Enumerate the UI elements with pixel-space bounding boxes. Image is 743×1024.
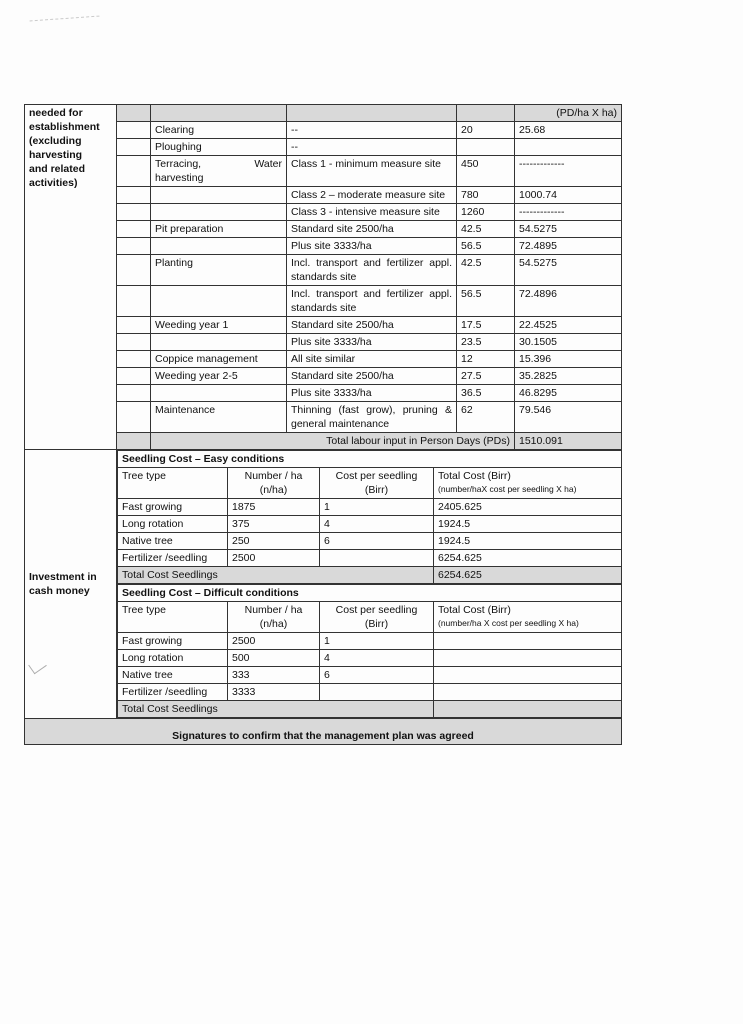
total-cost-cell	[434, 633, 622, 650]
pd-cell: 12	[457, 351, 515, 368]
total-cost-cell	[434, 667, 622, 684]
pd-cell: 450	[457, 156, 515, 187]
site-cell: All site similar	[287, 351, 457, 368]
labour-label-line: establishment	[29, 121, 100, 133]
activity-cell	[151, 187, 287, 204]
labour-header-row	[25, 105, 622, 122]
difficult-header-row	[118, 602, 622, 633]
cost-header	[320, 602, 434, 633]
number-header-l2: (n/ha)	[259, 618, 288, 630]
cost-cell: 1	[320, 499, 434, 516]
investment-label-line: Investment in	[29, 571, 97, 583]
total-seedlings-value	[434, 701, 622, 718]
site-cell: Class 2 – moderate measure site	[287, 187, 457, 204]
total-cost-header-l1: Total Cost (Birr)	[438, 604, 511, 616]
easy-seedling-table	[117, 450, 622, 584]
seedling-row	[118, 533, 622, 550]
cost-cell: 1	[320, 633, 434, 650]
pd-cell: 62	[457, 402, 515, 433]
activity-cell: Weeding year 1	[151, 317, 287, 334]
site-cell: --	[287, 122, 457, 139]
labour-label-line: needed for	[29, 107, 83, 119]
total-pd-cell	[515, 139, 622, 156]
pd-cell: 17.5	[457, 317, 515, 334]
labour-label-line: activities)	[29, 177, 78, 189]
easy-total-row	[118, 567, 622, 584]
total-cost-header	[434, 468, 622, 499]
activity-cell: Weeding year 2-5	[151, 368, 287, 385]
cost-cell: 6	[320, 667, 434, 684]
site-cell: Class 1 - minimum measure site	[287, 156, 457, 187]
site-cell: Plus site 3333/ha	[287, 334, 457, 351]
number-cell: 1875	[228, 499, 320, 516]
number-cell: 250	[228, 533, 320, 550]
easy-header-row	[118, 468, 622, 499]
activity-cell	[151, 238, 287, 255]
activity-cell: Planting	[151, 255, 287, 286]
total-pd-cell: 30.1505	[515, 334, 622, 351]
cost-header-l1: Cost per seedling	[335, 604, 418, 616]
total-pd-cell: 35.2825	[515, 368, 622, 385]
site-cell: Incl. transport and fertilizer appl. standards site	[287, 286, 457, 317]
unit-header: (PD/ha X ha)	[515, 105, 622, 122]
seedling-row	[118, 633, 622, 650]
investment-row	[25, 450, 622, 719]
activity-cell	[151, 385, 287, 402]
cost-header	[320, 468, 434, 499]
number-cell: 333	[228, 667, 320, 684]
site-cell: Plus site 3333/ha	[287, 385, 457, 402]
activity-cell	[151, 286, 287, 317]
labour-label-line: and related	[29, 163, 86, 175]
difficult-seedling-title: Seedling Cost – Difficult conditions	[118, 585, 622, 602]
total-pd-cell: 22.4525	[515, 317, 622, 334]
tree-type-cell: Fast growing	[118, 499, 228, 516]
tree-type-cell: Native tree	[118, 533, 228, 550]
site-cell: Thinning (fast grow), pruning & general maintenance	[287, 402, 457, 433]
tree-type-cell: Native tree	[118, 667, 228, 684]
number-header	[228, 468, 320, 499]
total-cost-header	[434, 602, 622, 633]
seedling-row	[118, 550, 622, 567]
cost-header-l2: (Birr)	[364, 618, 389, 630]
pd-cell: 780	[457, 187, 515, 204]
number-header	[228, 602, 320, 633]
cost-header-l2: (Birr)	[364, 484, 389, 496]
total-pd-cell: 1000.74	[515, 187, 622, 204]
total-cost-cell: 1924.5	[434, 533, 622, 550]
cost-header-l1: Cost per seedling	[335, 470, 418, 482]
activity-cell: Ploughing	[151, 139, 287, 156]
activity-cell	[151, 204, 287, 221]
total-pd-cell: 72.4895	[515, 238, 622, 255]
total-cost-cell: 6254.625	[434, 550, 622, 567]
seedling-row	[118, 684, 622, 701]
pd-cell: 27.5	[457, 368, 515, 385]
activity-cell: Maintenance	[151, 402, 287, 433]
tree-type-cell: Fertilizer /seedling	[118, 684, 228, 701]
site-cell: Plus site 3333/ha	[287, 238, 457, 255]
cost-cell	[320, 684, 434, 701]
cost-cell: 6	[320, 533, 434, 550]
total-seedlings-label: Total Cost Seedlings	[118, 701, 434, 718]
activity-cell: Terracing, Water harvesting	[151, 156, 287, 187]
seedling-row	[118, 667, 622, 684]
tree-type-cell: Fast growing	[118, 633, 228, 650]
pd-cell: 56.5	[457, 286, 515, 317]
tree-type-header: Tree type	[118, 602, 228, 633]
cost-cell: 4	[320, 516, 434, 533]
labour-total-value: 1510.091	[515, 433, 622, 450]
seedling-row	[118, 499, 622, 516]
scan-artifact	[30, 16, 101, 36]
number-header-l1: Number / ha	[244, 470, 303, 482]
total-pd-cell: 46.8295	[515, 385, 622, 402]
seedling-row	[118, 650, 622, 667]
total-pd-cell: 72.4896	[515, 286, 622, 317]
pd-cell: 42.5	[457, 255, 515, 286]
site-cell: --	[287, 139, 457, 156]
total-pd-cell: 54.5275	[515, 221, 622, 238]
signature-text: Signatures to confirm that the management plan was agreed	[25, 719, 622, 745]
total-pd-cell: 15.396	[515, 351, 622, 368]
activity-cell: Coppice management	[151, 351, 287, 368]
easy-seedling-title: Seedling Cost – Easy conditions	[118, 451, 622, 468]
labour-label-line: harvesting	[29, 149, 83, 161]
number-header-l2: (n/ha)	[259, 484, 288, 496]
total-pd-cell: 25.68	[515, 122, 622, 139]
tree-type-cell: Fertilizer /seedling	[118, 550, 228, 567]
pd-cell: 20	[457, 122, 515, 139]
labour-label-line: (excluding	[29, 135, 82, 147]
pd-cell: 36.5	[457, 385, 515, 402]
investment-label-line: cash money	[29, 585, 90, 597]
total-cost-header-l2: (number/haX cost per seedling X ha)	[438, 484, 577, 494]
cost-cell	[320, 550, 434, 567]
tree-type-cell: Long rotation	[118, 650, 228, 667]
management-plan-table	[24, 104, 622, 745]
number-cell: 3333	[228, 684, 320, 701]
labour-section-label	[25, 105, 117, 450]
seedling-row	[118, 516, 622, 533]
labour-total-label: Total labour input in Person Days (PDs)	[151, 433, 515, 450]
site-cell: Incl. transport and fertilizer appl. standards site	[287, 255, 457, 286]
number-cell: 500	[228, 650, 320, 667]
total-cost-cell	[434, 650, 622, 667]
activity-cell: Clearing	[151, 122, 287, 139]
cost-cell: 4	[320, 650, 434, 667]
tree-type-header: Tree type	[118, 468, 228, 499]
total-pd-cell: 79.546	[515, 402, 622, 433]
difficult-seedling-table	[117, 584, 622, 718]
total-cost-cell: 1924.5	[434, 516, 622, 533]
tree-type-cell: Long rotation	[118, 516, 228, 533]
total-seedlings-label: Total Cost Seedlings	[118, 567, 434, 584]
number-cell: 375	[228, 516, 320, 533]
total-pd-cell: 54.5275	[515, 255, 622, 286]
difficult-total-row	[118, 701, 622, 718]
total-cost-header-l2: (number/ha X cost per seedling X ha)	[438, 618, 579, 628]
pd-cell: 1260	[457, 204, 515, 221]
number-header-l1: Number / ha	[244, 604, 303, 616]
number-cell: 2500	[228, 633, 320, 650]
investment-section-label	[25, 450, 117, 719]
site-cell: Standard site 2500/ha	[287, 317, 457, 334]
site-cell: Standard site 2500/ha	[287, 368, 457, 385]
pd-cell: 42.5	[457, 221, 515, 238]
activity-cell: Pit preparation	[151, 221, 287, 238]
pd-cell: 23.5	[457, 334, 515, 351]
activity-cell	[151, 334, 287, 351]
total-cost-header-l1: Total Cost (Birr)	[438, 470, 511, 482]
total-pd-cell: -------------	[515, 204, 622, 221]
total-seedlings-value: 6254.625	[434, 567, 622, 584]
number-cell: 2500	[228, 550, 320, 567]
site-cell: Class 3 - intensive measure site	[287, 204, 457, 221]
pd-cell	[457, 139, 515, 156]
total-pd-cell: -------------	[515, 156, 622, 187]
site-cell: Standard site 2500/ha	[287, 221, 457, 238]
total-cost-cell: 2405.625	[434, 499, 622, 516]
pd-cell: 56.5	[457, 238, 515, 255]
signature-row	[25, 719, 622, 745]
total-cost-cell	[434, 684, 622, 701]
